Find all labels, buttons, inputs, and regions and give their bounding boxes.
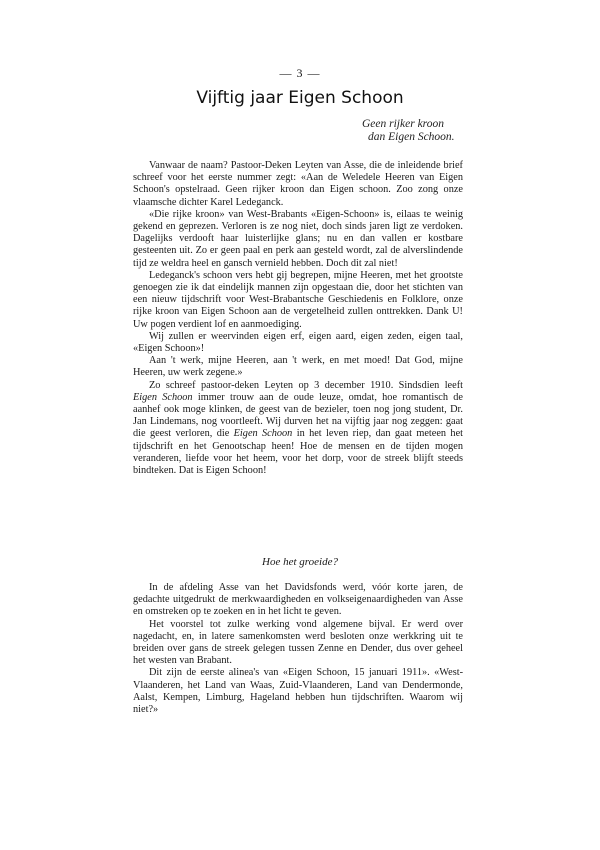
section-heading: Hoe het groeide? (262, 556, 338, 568)
page-number: — 3 — (279, 66, 321, 80)
paragraph: In de afdeling Asse van het Davidsfonds werd, vóór korte jaren, de gedachte uitgedrukt de merkwaardigheden en volkseigenaardigheden van Asse en omstreken op te zoeken en in het licht te geven. (133, 582, 463, 618)
paragraph: Wij zullen er weervinden eigen erf, eigen aard, eigen zeden, eigen taal, «Eigen Schoon»! (133, 330, 463, 355)
paragraph: «Die rijke kroon» van West-Brabants «Eigen-Schoon» is, eilaas te weinig gekend en geprezen. Verloren is ze nog niet, doch sinds jaren ligt ze verdoken. Dagelijks verdooft haar luisterlijke glans; nu en dan vallen er kostbare gesteenten uit. Zo er geen paal en perk aan gesteld wordt, zal de alverslindende tijd ze weldra heel en gansch vernield hebben. Doch dit zal niet! (133, 208, 463, 269)
motto-line: dan Eigen Schoon. (368, 131, 455, 143)
paragraph: Het voorstel tot zulke werking vond algemene bijval. Er werd over nagedacht, en, in latere samenkomsten werd besloten onze werkkring uit te breiden over gans de streek gelegen tussen Zenne en Dender, dus over geheel het westen van Brabant. (133, 618, 463, 667)
text-run: in het leven riep, dan gaat meteen het tijdschrift en het Genootschap heen! Hoe de mensen en de tijden mogen veranderen, liefde voor het heem, voor het dorp, voor de streek blijft steeds bindteken. Dat is Eigen Schoon! (133, 428, 464, 477)
paragraph: Aan 't werk, mijne Heeren, aan 't werk, en met moed! Dat God, mijne Heeren, uw werk zegene.» (133, 355, 463, 379)
paragraph: Dit zijn de eerste alinea's van «Eigen Schoon, 15 januari 1911». «West-Vlaanderen, het Land van Waas, Zuid-Vlaanderen, Land van Dendermonde, Aalst, Kempen, Limburg, Hageland hebben hun tijdschriften. Waarom wij niet?» (133, 667, 463, 716)
page-title: Vijftig jaar Eigen Schoon (196, 88, 404, 108)
emphasis: Eigen Schoon (233, 428, 293, 440)
section-1-text (133, 160, 463, 477)
emphasis: Eigen Schoon (133, 391, 193, 403)
motto (362, 118, 482, 144)
text-run: Zo schreef pastoor-deken Leyten op 3 december 1910. Sindsdien leeft (149, 379, 463, 391)
motto-line: Geen rijker kroon (362, 118, 444, 130)
section-2-text (133, 582, 463, 716)
paragraph: Vanwaar de naam? Pastoor-Deken Leyten van Asse, die de inleidende brief schreef voor het eerste nummer zegt: «Aan de Weledele Heeren van Eigen Schoon's opstelraad. Geen rijker kroon dan Eigen schoon. Zoo zong onze vlaamsche dichter Karel Ledeganck. (133, 160, 463, 208)
paragraph: Ledeganck's schoon vers hebt gij begrepen, mijne Heeren, met het grootste genoegen zie ik dat eindelijk mannen zijn opgestaan die, door het stichten van een nieuw tijdschrift voor West-Brabantsche Geschiedenis en Folklore, onze rijke kroon van Eigen Schoon aan de vergetelheid zullen onttrekken. Dank U! Uw pogen verdient lof en aanmoediging. (133, 269, 463, 330)
text-run: immer trouw aan de oude leuze, omdat, hoe romantisch de aanhef ook moge klinken, de geest van de bezieler, toen nog jong student, Dr. Jan Lindemans, nog voortleeft. Wij durven het na vijftig jaar nog zeggen: gaat die geest verloren, die (133, 391, 463, 440)
paragraph (133, 380, 463, 478)
